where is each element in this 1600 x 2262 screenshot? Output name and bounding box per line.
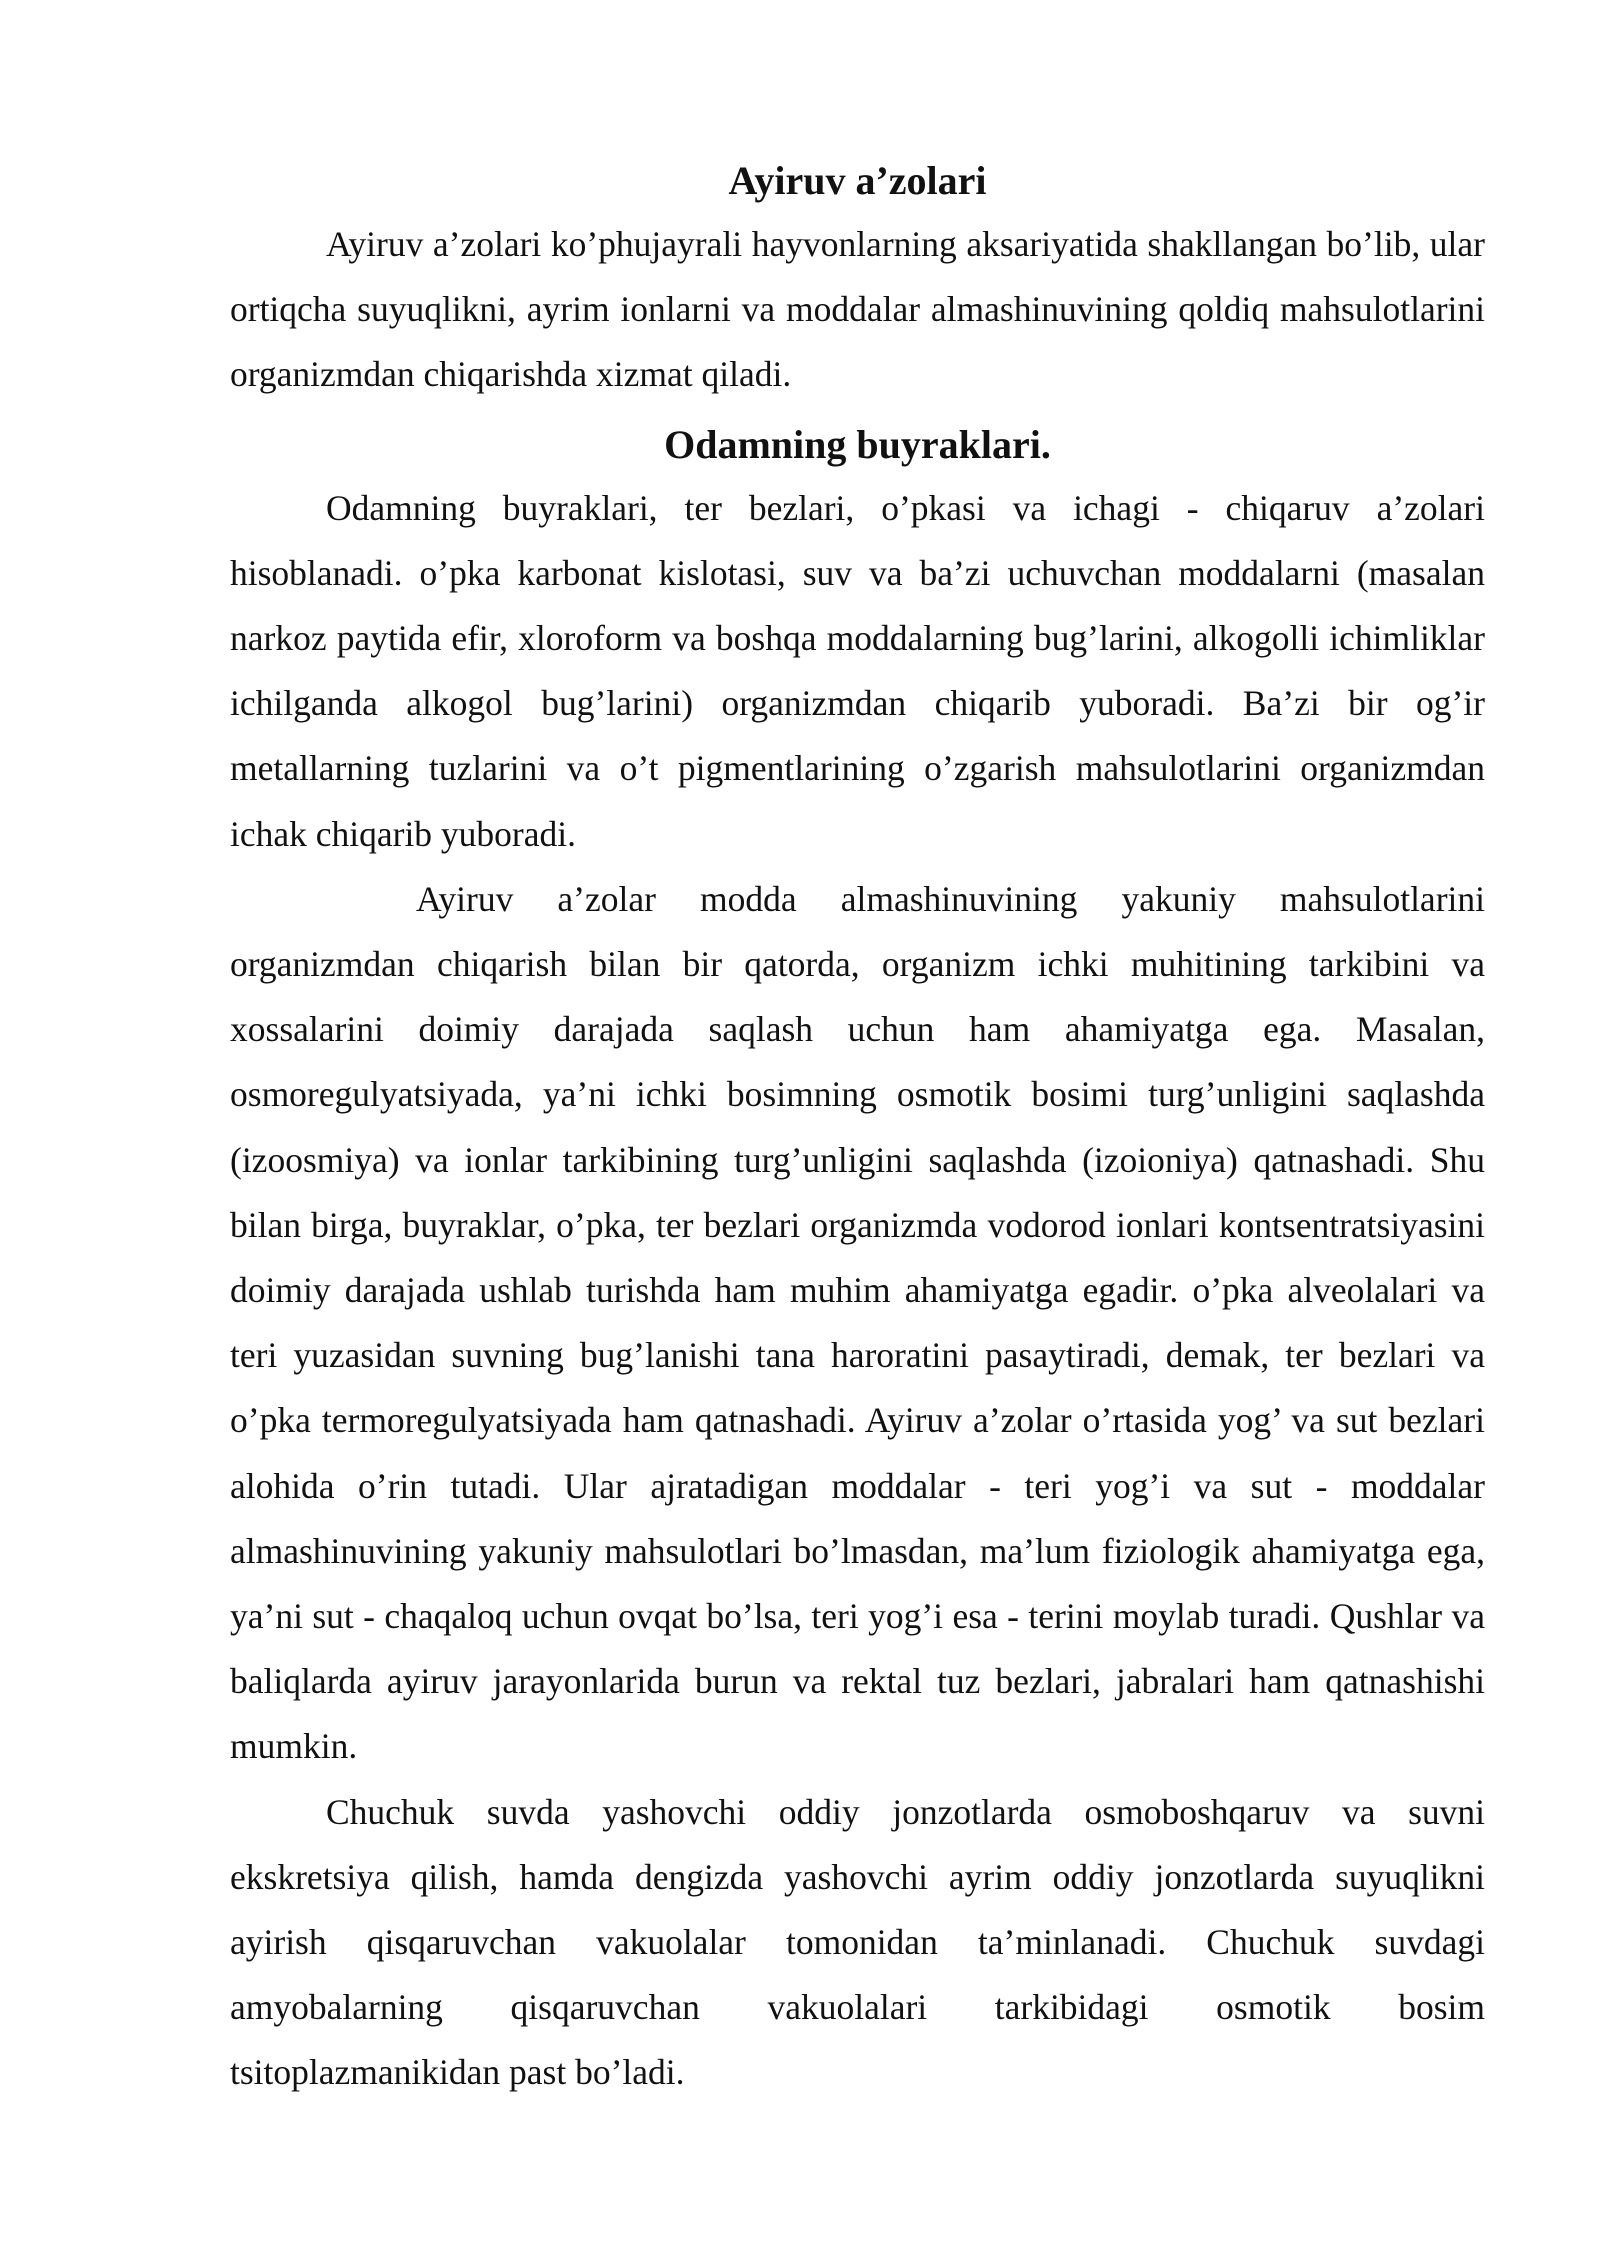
document-page <box>230 150 1485 2106</box>
body-paragraph-2: Ayiruv a’zolar modda almashinuvining yakuniy mahsulotlarini organizmdan chiqarish bilan bir qatorda, organizm ichki muhitining tarkibini va xossalarini doimiy darajada saqlash uchun ham ahamiyatga ega. Masalan, osmoregulyatsiyada, ya’ni ichki bosimning osmotik bosimi turg’unligini saqlashda (izoosmiya) va ionlar tarkibining turg’unligini saqlashda (izoioniya) qatnashadi. Shu bilan birga, buyraklar, o’pka, ter bezlari organizmda vodorod ionlari kontsentratsiyasini doimiy darajada ushlab turishda ham muhim ahamiyatga egadir. o’pka alveolalari va teri yuzasidan suvning bug’lanishi tana haroratini pasaytiradi, demak, ter bezlari va o’pka termoregulyatsiyada ham qatnashadi. Ayiruv a’zolar o’rtasida yog’ va sut bezlari alohida o’rin tutadi. Ular ajratadigan moddalar - teri yog’i va sut - moddalar almashinuvining yakuniy mahsulotlari bo’lmasdan, ma’lum fiziologik ahamiyatga ega, ya’ni sut - chaqaloq uchun ovqat bo’lsa, teri yog’i esa - terini moylab turadi. Qushlar va baliqlarda ayiruv jarayonlarida burun va rektal tuz bezlari, jabralari ham qatnashishi mumkin. <box>230 878 1485 1767</box>
intro-paragraph: Ayiruv a’zolari ko’phujayrali hayvonlarning aksariyatida shakllangan bo’lib, ular ortiqcha suyuqlikni, ayrim ionlarni va moddalar almashinuvining qoldiq mahsulotlarini organizmdan chiqarishda xizmat qiladi. <box>230 224 1485 395</box>
document-title: Ayiruv a’zolari <box>728 158 987 203</box>
body-paragraph-3-end: tsitoplazmanikidan past bo’ladi. <box>230 2052 685 2093</box>
section-subtitle: Odamning buyraklari. <box>664 421 1051 467</box>
body-paragraph-3: Chuchuk suvda yashovchi oddiy jonzotlarda osmoboshqaruv va suvni ekskretsiya qilish, hamda dengizda yashovchi ayrim oddiy jonzotlarda suyuqlikni ayirish qisqaruvchan vakuolalar tomonidan ta’minlanadi. Chuchuk suvdagi amyobalarning qisqaruvchan vakuolalari tarkibidagi osmotik bosim <box>230 1791 1485 2028</box>
body-paragraph-1: Odamning buyraklari, ter bezlari, o’pkasi va ichagi - chiqaruv a’zolari hisoblanadi. o’pka karbonat kislotasi, suv va ba’zi uchuvchan moddalarni (masalan narkoz paytida efir, xloroform va boshqa moddalarning bug’larini, alkogolli ichimliklar ichilganda alkogol bug’larini) organizmdan chiqarib yuboradi. Ba’zi bir og’ir metallarning tuzlarini va o’t pigmentlarining o’zgarish mahsulotlarini organizmdan ichak chiqarib yuboradi. <box>230 487 1485 854</box>
